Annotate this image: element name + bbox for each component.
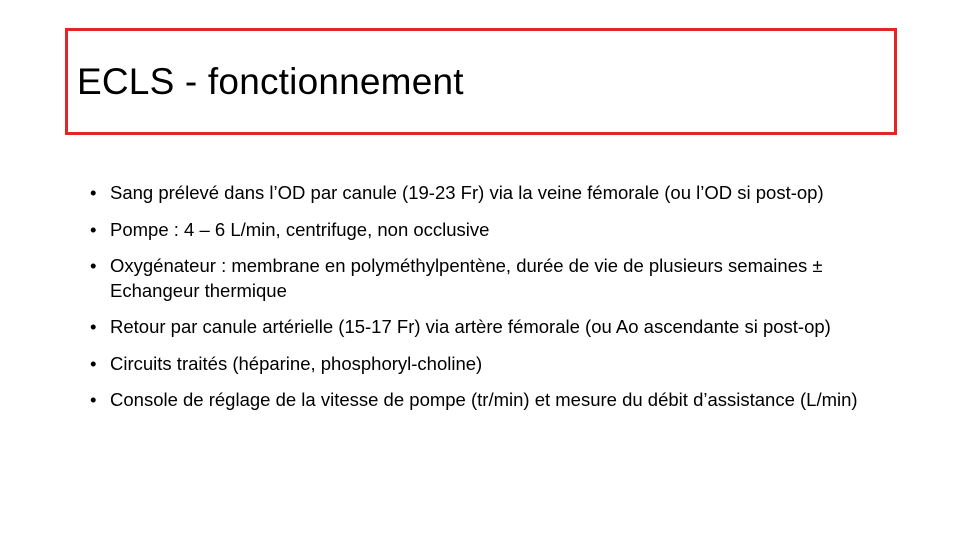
bullet-text: Console de réglage de la vitesse de pompe (tr/min) et mesure du débit d’assistance (L/min) [110,389,858,410]
bullet-text: Sang prélevé dans l’OD par canule (19-23 Fr) via la veine fémorale (ou l’OD si post-op) [110,182,824,203]
bullet-item [90,352,890,377]
bullet-dot-icon: • [90,316,97,337]
title-frame [65,28,897,135]
slide-title: ECLS - fonctionnement [77,61,464,102]
bullet-dot-icon: • [90,389,97,410]
bullet-dot-icon: • [90,182,97,203]
bullet-text: Oxygénateur : membrane en polyméthylpentène, durée de vie de plusieurs semaines ± Echangeur thermique [110,255,823,301]
bullet-dot-icon: • [90,352,97,374]
bullet-dot-icon: • [90,218,97,240]
bullet-item [90,218,890,243]
bullet-item [90,181,890,206]
bullet-dot-icon: • [90,255,97,276]
bullet-item [90,388,890,413]
bullet-text: Pompe : 4 – 6 L/min, centrifuge, non occlusive [110,218,490,240]
bullet-text: Circuits traités (héparine, phosphoryl-choline) [110,352,483,374]
bullet-item [90,315,890,340]
bullet-item [90,254,890,303]
bullet-list [90,181,890,425]
bullet-text: Retour par canule artérielle (15-17 Fr) via artère fémorale (ou Ao ascendante si post-op) [110,316,831,337]
